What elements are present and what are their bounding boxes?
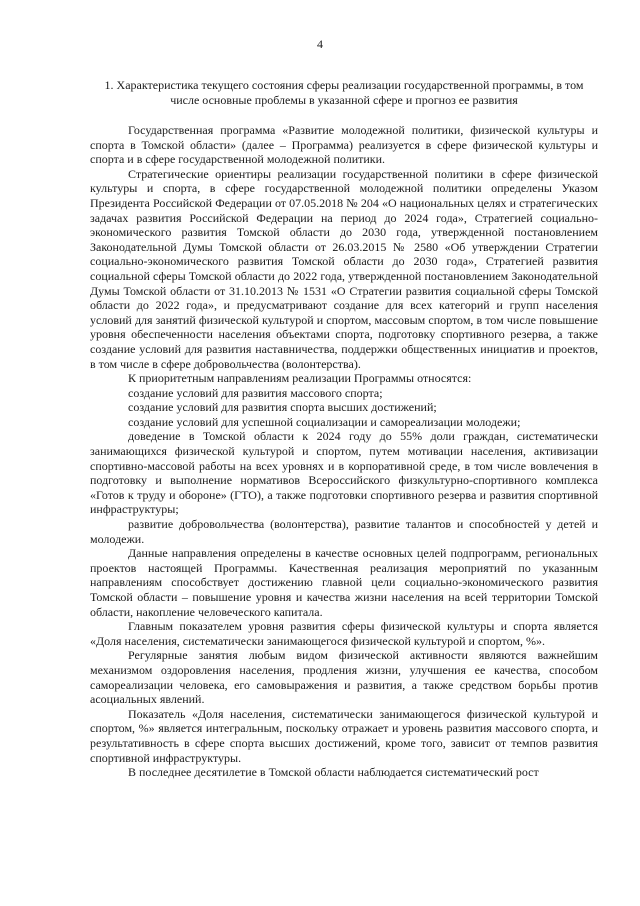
list-item: развитие добровольчества (волонтерства), развитие талантов и способностей у детей и молодежи. xyxy=(90,517,598,546)
paragraph: В последнее десятилетие в Томской области наблюдается систематический рост xyxy=(128,765,539,780)
section-heading: 1. Характеристика текущего состояния сферы реализации государственной программы, в том числе основные проблемы в указанной сфере и прогноз ее развития xyxy=(104,78,584,107)
list-item: доведение в Томской области к 2024 году до 55% доли граждан, систематически занимающихся физической культурой и спортом, путем мотивации населения, активизации спортивно-массовой работы на всех уровнях и в корпоративной среде, в том числе вовлечения в подготовку и выполнение нормативов Всероссийского физкультурно-спортивного комплекса «Готов к труду и обороне» (ГТО), а также подготовки спортивного резерва и развития спортивной инфраструктуры; xyxy=(90,429,598,517)
paragraph: Данные направления определены в качестве основных целей подпрограмм, региональных проектов настоящей Программы. Качественная реализация мероприятий по указанным направлениям способствует достижению главной цели социально-экономического развития Томской области – повышение уровня и качества жизни населения на всей территории Томской области, накопление человеческого капитала. xyxy=(90,546,598,619)
paragraph: Показатель «Доля населения, систематически занимающегося физической культурой и спортом, %» является интегральным, поскольку отражает и уровень развития массового спорта, и результативность в сфере спорта высших достижений, кроме того, зависит от темпов развития спортивной инфраструктуры. xyxy=(90,706,598,765)
paragraph: Государственная программа «Развитие молодежной политики, физической культуры и спорта в Томской области» (далее – Программа) реализуется в сфере физической культуры и спорта и в сфере государственной молодежной политики. xyxy=(90,123,598,167)
paragraph: К приоритетным направлениям реализации Программы относятся: xyxy=(128,371,472,386)
paragraph: Стратегические ориентиры реализации государственной политики в сфере физической культуры и спорта, в сфере государственной молодежной политики определены Указом Президента Российской Федерации от 07.05.2018 № 204 «О национальных целях и стратегических задачах развития Российской Федерации на период до 2024 года», Стратегией социально-экономического развития Томской области до 2030 года, утвержденной постановлением Законодательной Думы Томской области от 26.03.2015 № 2580 «Об утверждении Стратегии социально-экономического развития Томской области до 2030 года», Стратегией развития социальной сферы Томской области до 2022 года, утвержденной постановлением Законодательной Думы Томской области от 31.10.2013 № 1531 «О Стратегии развития социальной сферы Томской области до 2022 года», и предусматривают создание для всех категорий и групп населения условий для занятий физической культурой и спортом, массовым спортом, в том числе повышение уровня обеспеченности населения объектами спорта, подготовку спортивного резерва, а также создание условий для развития наставничества, поддержки общественных инициатив и проектов, в том числе в сфере добровольчества (волонтерства). xyxy=(90,166,598,371)
list-item: создание условий для успешной социализации и самореализации молодежи; xyxy=(128,414,521,429)
paragraph: Регулярные занятия любым видом физической активности являются важнейшим механизмом оздоровления населения, продления жизни, улучшения ее качества, способом самореализации человека, его самовыражения и развития, а также средством борьбы против асоциальных явлений. xyxy=(90,648,598,707)
list-item: создание условий для развития массового спорта; xyxy=(128,385,383,400)
page-number: 4 xyxy=(317,37,323,51)
body-text xyxy=(90,123,598,780)
paragraph: Главным показателем уровня развития сферы физической культуры и спорта является «Доля населения, систематически занимающегося физической культурой и спортом, %». xyxy=(90,619,598,648)
list-item: создание условий для развития спорта высших достижений; xyxy=(128,400,437,415)
